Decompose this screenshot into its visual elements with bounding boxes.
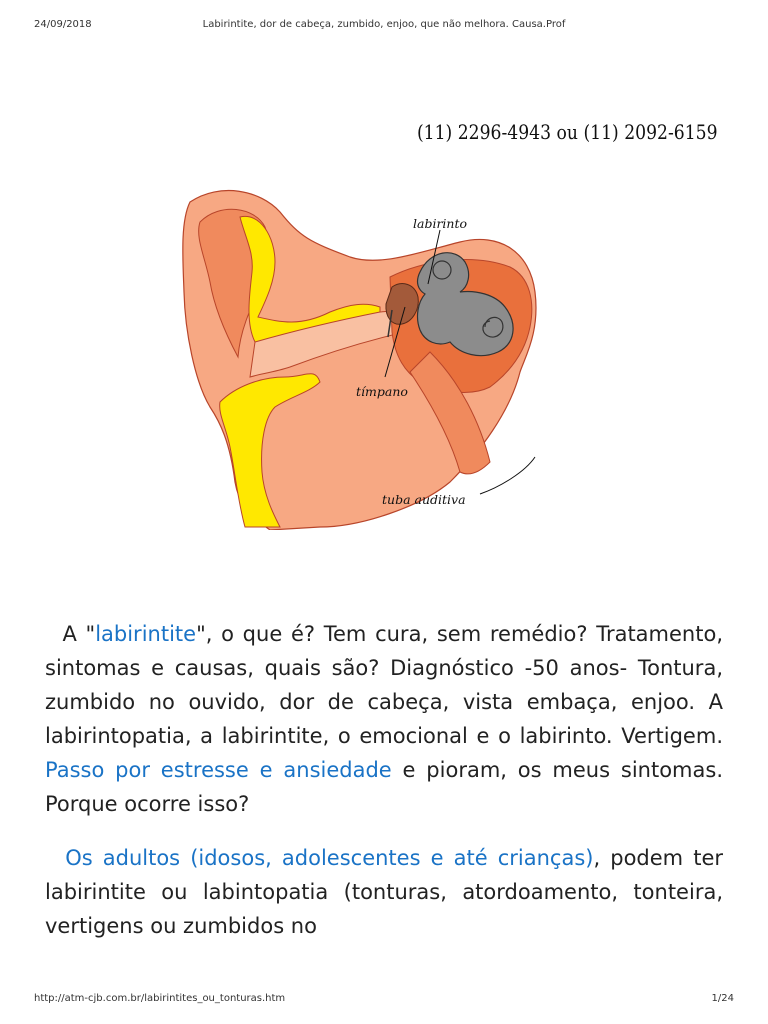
p1-text-a: A ": [62, 622, 96, 646]
p2-text-a: , podem ter labirintite ou labintopatia (tonturas, atordoamento, tonteira, vertigens ou zumbidos no: [45, 846, 723, 938]
ear-anatomy-illustration: [180, 182, 540, 530]
label-auditory-tube: tuba auditiva: [382, 492, 466, 507]
label-labyrinth: labirinto: [413, 216, 468, 231]
print-date: 24/09/2018: [34, 19, 92, 30]
phone-numbers: (11) 2296-4943 ou (11) 2092-6159: [417, 120, 718, 144]
link-os-adultos[interactable]: Os adultos (idosos, adolescentes e até crianças): [65, 846, 594, 870]
paragraph-1: [45, 617, 723, 821]
link-labirintite[interactable]: labirintite: [95, 622, 197, 646]
p1-text-c: e pioram, os meus sintomas. Porque ocorre isso?: [45, 758, 723, 816]
ear-anatomy-figure: [180, 182, 540, 530]
page-number: 1/24: [711, 993, 734, 1004]
label-eardrum: tímpano: [356, 384, 408, 399]
link-estresse-ansiedade[interactable]: Passo por estresse e ansiedade: [45, 758, 392, 782]
print-url: http://atm-cjb.com.br/labirintites_ou_tonturas.htm: [34, 993, 286, 1004]
paragraph-2: [45, 841, 723, 943]
print-page-title: Labirintite, dor de cabeça, zumbido, enjoo, que não melhora. Causa.Prof: [202, 19, 566, 30]
article-body: [45, 617, 723, 963]
p1-text-b: ", o que é? Tem cura, sem remédio? Tratamento, sintomas e causas, quais são? Diagnóstico -50 anos- Tontura, zumbido no ouvido, dor de cabeça, vista embaça, enjoo. A labirintopatia, a labirintite, o emocional e o labirinto. Vertigem.: [45, 622, 723, 748]
